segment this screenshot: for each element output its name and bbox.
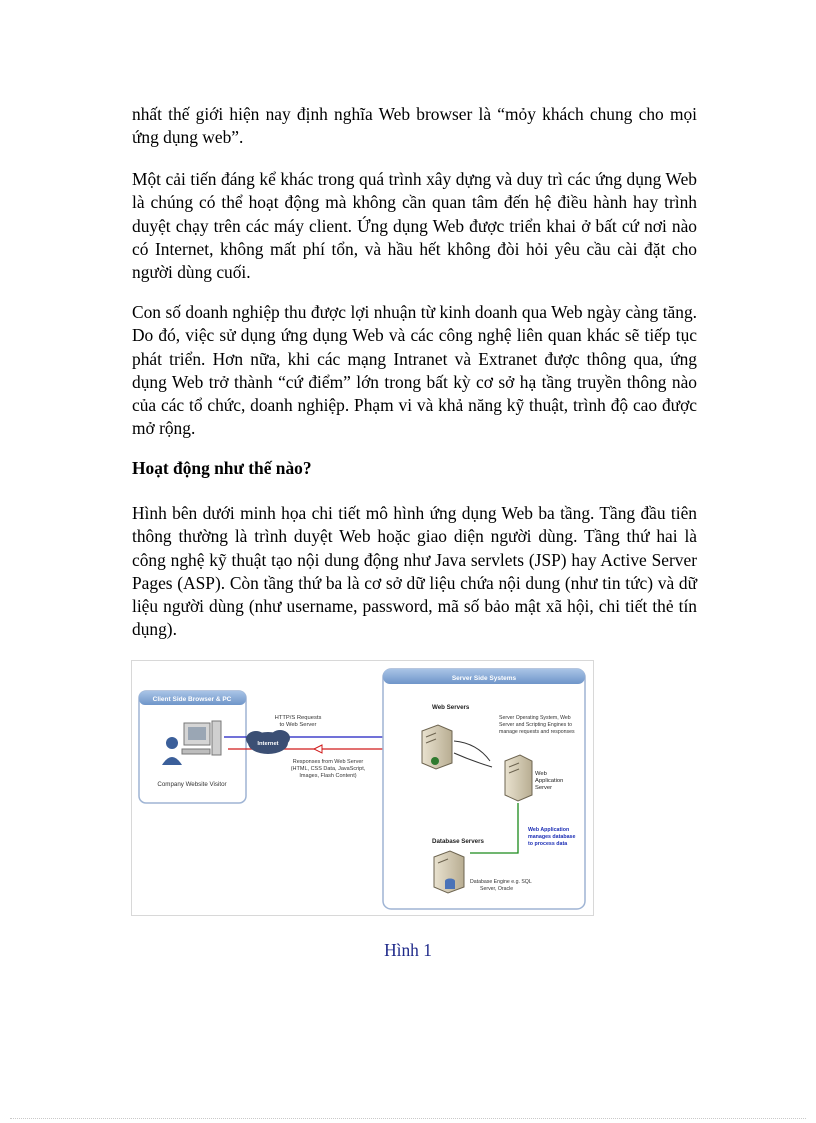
request-label-2: to Web Server <box>279 722 317 728</box>
figure-caption: Hình 1 <box>384 940 432 960</box>
pc-icon <box>182 721 221 755</box>
web-servers-label: Web Servers <box>432 704 470 711</box>
app-server-label-1: Web <box>535 771 547 777</box>
app-server-label-2: Application <box>535 778 564 784</box>
server-side-box <box>383 669 585 909</box>
app-note-1: Web Application <box>528 827 570 833</box>
app-note-3: to process data <box>528 841 568 847</box>
database-server-icon <box>434 851 464 893</box>
client-label: Company Website Visitor <box>157 781 227 788</box>
paragraph-1: nhất thế giới hiện nay định nghĩa Web browser là “mỏy khách chung cho mọi ứng dụng web”. <box>132 104 697 148</box>
db-servers-label: Database Servers <box>432 838 484 845</box>
paragraph-4: Hình bên dưới minh họa chi tiết mô hình ứng dụng Web ba tầng. Tầng đầu tiên thông thường là trình duyệt Web hoặc giao diện người dùng. Tầng thứ hai là công nghệ kỹ thuật tạo nội dung động như Java servlets (JSP) hay Active Server Pages (ASP). Còn tầng thứ ba là cơ sở dữ liệu chứa nội dung (như tin tức) và dữ liệu người dùng (như username, password, mã số bảo mật xã hội, chi tiết thẻ tín dụng). <box>132 503 697 640</box>
response-label-3: Images, Flash Content) <box>299 773 357 779</box>
request-label-1: HTTP/S Requests <box>274 715 322 721</box>
web-servers-desc-3: manage requests and responses <box>499 729 575 735</box>
web-server-icon <box>422 725 452 769</box>
paragraph-2: Một cải tiến đáng kể khác trong quá trình xây dựng và duy trì các ứng dụng Web là chúng có thể hoạt động mà không cần quan tâm đến hệ điều hành hay trình duyệt chạy trên các máy client. Ứng dụng Web được triển khai ở bất cứ nơi nào có Internet, không mất phí tổn, và hầu hết không đòi hỏi yêu cầu cài đặt cho người dùng cuối. <box>132 169 697 283</box>
db-desc-1: Database Engine e.g. SQL <box>470 879 532 885</box>
internet-cloud-icon <box>246 730 290 754</box>
web-servers-desc-2: Server and Scripting Engines to <box>499 722 572 728</box>
app-server-icon <box>505 755 532 801</box>
server-box-title: Server Side Systems <box>451 675 517 682</box>
app-note-2: manages database <box>528 834 576 840</box>
response-label-1: Responses from Web Server <box>292 759 364 765</box>
page-bottom-divider <box>10 1118 806 1119</box>
paragraph-3: Con số doanh nghiệp thu được lợi nhuận từ kinh doanh qua Web ngày càng tăng. Do đó, việc sử dụng ứng dụng Web và các công nghệ liên quan khác sẽ tiếp tục phát triển. Hơn nữa, khi các mạng Intranet và Extranet được thông qua, ứng dụng Web trở thành “cứ điểm” lớn trong bất kỳ cơ sở hạ tầng truyền thông nào của các tổ chức, doanh nghiệp. Phạm vi và khả năng kỹ thuật, trình độ cao được mở rộng. <box>132 302 697 439</box>
db-desc-2: Server, Oracle <box>480 886 514 892</box>
response-arrowhead <box>314 745 322 753</box>
architecture-diagram <box>131 660 594 916</box>
client-box-title: Client Side Browser & PC <box>152 696 232 703</box>
web-servers-desc-1: Server Operating System, Web <box>499 715 571 721</box>
app-server-label-3: Server <box>535 785 553 791</box>
response-label-2: (HTML, CSS Data, JavaScript, <box>290 766 366 772</box>
internet-label: Internet <box>257 741 279 747</box>
diagram-svg <box>132 661 593 915</box>
section-heading: Hoạt động như thế nào? <box>132 458 312 478</box>
